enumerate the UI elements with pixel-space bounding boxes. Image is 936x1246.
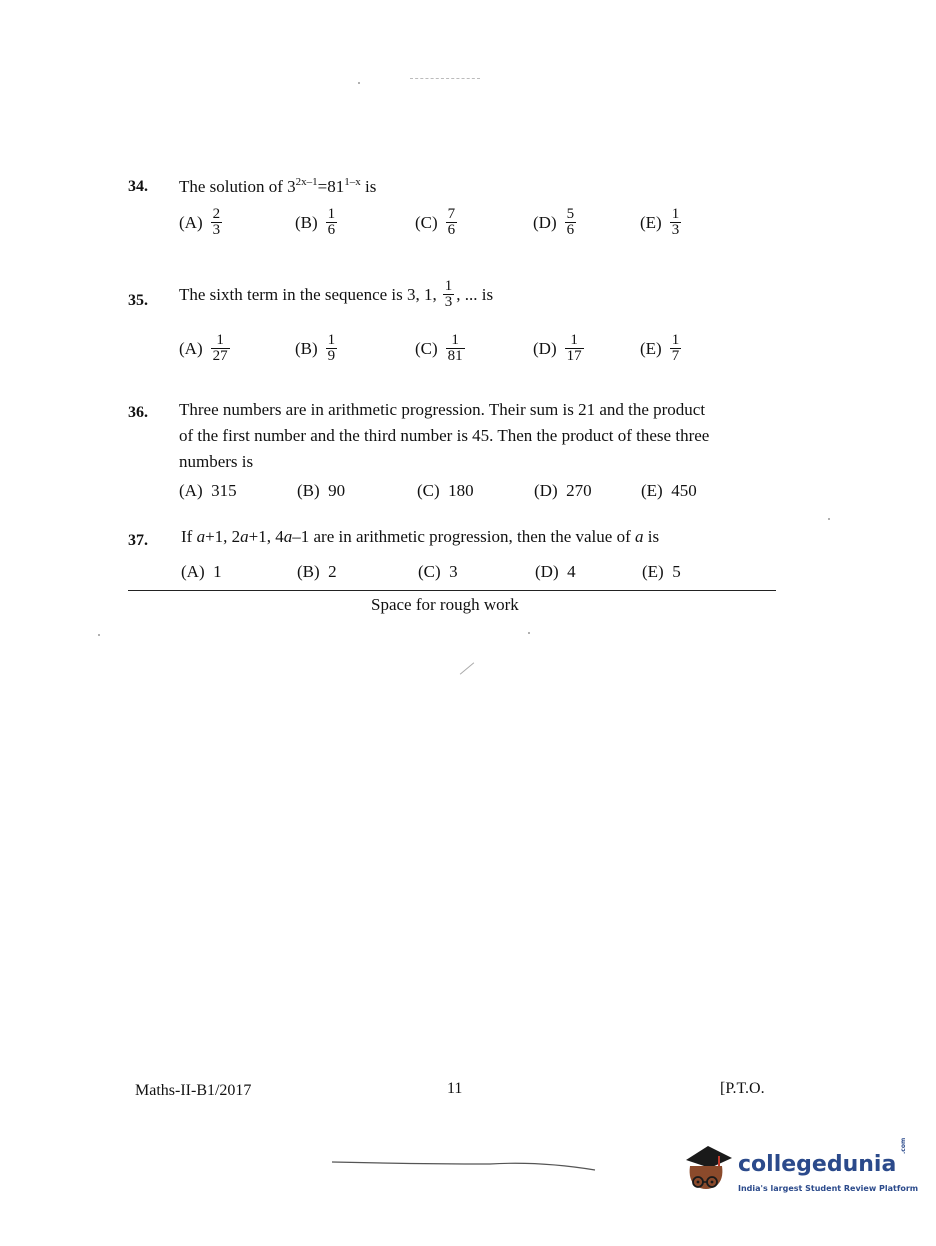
stem-line: numbers is — [179, 452, 254, 471]
numerator: 1 — [327, 206, 336, 222]
variable: a — [635, 527, 644, 546]
rough-work-divider — [128, 590, 776, 591]
numerator: 1 — [671, 332, 680, 348]
variable: a — [240, 527, 249, 546]
question-stem — [181, 524, 659, 550]
option-value: 1 — [213, 562, 222, 581]
scan-mark-top — [410, 78, 480, 80]
mascot-icon — [682, 1140, 734, 1202]
scan-dot — [828, 518, 830, 520]
stem-line: Three numbers are in arithmetic progression. Their sum is 21 and the product — [179, 400, 706, 419]
denominator: 7 — [671, 348, 680, 364]
option-e — [640, 333, 681, 364]
option-value: 5 — [672, 562, 681, 581]
stem-text: –1 are in arithmetic progression, then the value of — [292, 527, 635, 546]
exponent: 2x–1 — [295, 176, 318, 188]
option-d — [533, 333, 584, 364]
denominator: 81 — [447, 348, 463, 364]
option-label: (B) — [295, 338, 318, 358]
option-b — [297, 481, 345, 501]
numerator: 7 — [447, 206, 456, 222]
option-c — [418, 562, 458, 582]
option-value: 270 — [566, 481, 592, 500]
denominator: 17 — [566, 348, 582, 364]
question-number: 36. — [128, 404, 148, 421]
exam-code: Maths-II-B1/2017 — [135, 1082, 252, 1099]
stem-text: The solution of 3 — [179, 177, 296, 196]
option-label: (A) — [179, 338, 203, 358]
stem-text: is — [643, 527, 660, 546]
question-stem — [179, 174, 376, 200]
option-e — [642, 562, 681, 582]
fraction — [326, 207, 338, 238]
option-value: 2 — [328, 562, 337, 581]
logo-wordmark: collegedunia — [738, 1152, 897, 1177]
variable: a — [283, 527, 293, 546]
logo-com: .com — [900, 1137, 907, 1154]
option-label: (D) — [533, 338, 557, 358]
question-stem — [179, 279, 493, 310]
question-number: 35. — [128, 292, 148, 309]
fraction — [565, 207, 577, 238]
variable: a — [196, 527, 206, 546]
denominator: 27 — [212, 348, 228, 364]
numerator: 1 — [216, 332, 224, 348]
option-label: (A) — [179, 481, 203, 500]
option-label: (E) — [640, 212, 662, 232]
numerator: 1 — [444, 278, 453, 294]
numerator: 1 — [671, 206, 680, 222]
scan-mark-stroke — [460, 662, 474, 674]
option-label: (C) — [415, 212, 438, 232]
stem-text: The sixth term in the sequence is 3, 1, — [179, 284, 437, 304]
denominator: 3 — [212, 222, 221, 238]
option-d — [533, 207, 576, 238]
scan-dot — [358, 82, 360, 84]
exponent: 1–x — [344, 176, 361, 188]
scan-dot — [528, 632, 530, 634]
numerator: 1 — [451, 332, 459, 348]
stem-text: is — [360, 177, 377, 196]
question-number: 34. — [128, 178, 148, 195]
option-label: (A) — [179, 212, 203, 232]
option-b — [295, 207, 337, 238]
rough-work-label: Space for rough work — [371, 595, 519, 614]
denominator: 6 — [447, 222, 456, 238]
option-label: (B) — [295, 212, 318, 232]
fraction — [446, 207, 458, 238]
option-a — [181, 562, 222, 582]
stem-text: +1, 2 — [205, 527, 241, 546]
fraction — [670, 207, 682, 238]
option-label: (C) — [418, 562, 441, 581]
fraction — [326, 333, 338, 364]
stem-text: , ... is — [456, 284, 494, 304]
option-value: 315 — [211, 481, 237, 500]
numerator: 1 — [570, 332, 578, 348]
option-d — [534, 481, 592, 501]
option-b — [295, 333, 337, 364]
fraction — [211, 333, 230, 364]
fraction — [443, 279, 455, 310]
denominator: 6 — [327, 222, 336, 238]
fraction — [446, 333, 465, 364]
option-label: (C) — [415, 338, 438, 358]
option-e — [641, 481, 697, 501]
option-c — [417, 481, 474, 501]
numerator: 2 — [212, 206, 221, 222]
logo-tagline: India's largest Student Review Platform — [738, 1184, 919, 1193]
stem-text: If — [181, 527, 197, 546]
pto-label: [P.T.O. — [720, 1080, 765, 1097]
stem-line: of the first number and the third number is 45. Then the product of these three — [179, 426, 710, 445]
option-d — [535, 562, 576, 582]
option-b — [297, 562, 337, 582]
pen-stroke — [330, 1156, 600, 1176]
option-a — [179, 207, 222, 238]
option-a — [179, 481, 237, 501]
question-stem — [179, 397, 779, 475]
numerator: 5 — [566, 206, 575, 222]
scan-dot — [98, 634, 100, 636]
denominator: 3 — [444, 294, 453, 310]
fraction — [211, 207, 223, 238]
option-value: 3 — [449, 562, 458, 581]
fraction — [565, 333, 584, 364]
option-label: (C) — [417, 481, 440, 500]
denominator: 9 — [327, 348, 336, 364]
option-c — [415, 207, 457, 238]
fraction — [670, 333, 682, 364]
denominator: 6 — [566, 222, 575, 238]
option-label: (A) — [181, 562, 205, 581]
option-value: 4 — [567, 562, 576, 581]
option-label: (E) — [641, 481, 663, 500]
stem-text: +1, 4 — [248, 527, 284, 546]
denominator: 3 — [671, 222, 680, 238]
option-label: (E) — [640, 338, 662, 358]
option-label: (B) — [297, 562, 320, 581]
collegedunia-logo — [682, 1137, 922, 1210]
page-number: 11 — [447, 1080, 463, 1097]
question-number: 37. — [128, 532, 148, 549]
option-value: 450 — [671, 481, 697, 500]
option-label: (E) — [642, 562, 664, 581]
option-value: 90 — [328, 481, 346, 500]
option-a — [179, 333, 230, 364]
option-e — [640, 207, 681, 238]
option-c — [415, 333, 465, 364]
option-label: (D) — [534, 481, 558, 500]
option-label: (B) — [297, 481, 320, 500]
option-label: (D) — [533, 212, 557, 232]
stem-text: =81 — [317, 177, 345, 196]
option-label: (D) — [535, 562, 559, 581]
numerator: 1 — [327, 332, 336, 348]
option-value: 180 — [448, 481, 474, 500]
